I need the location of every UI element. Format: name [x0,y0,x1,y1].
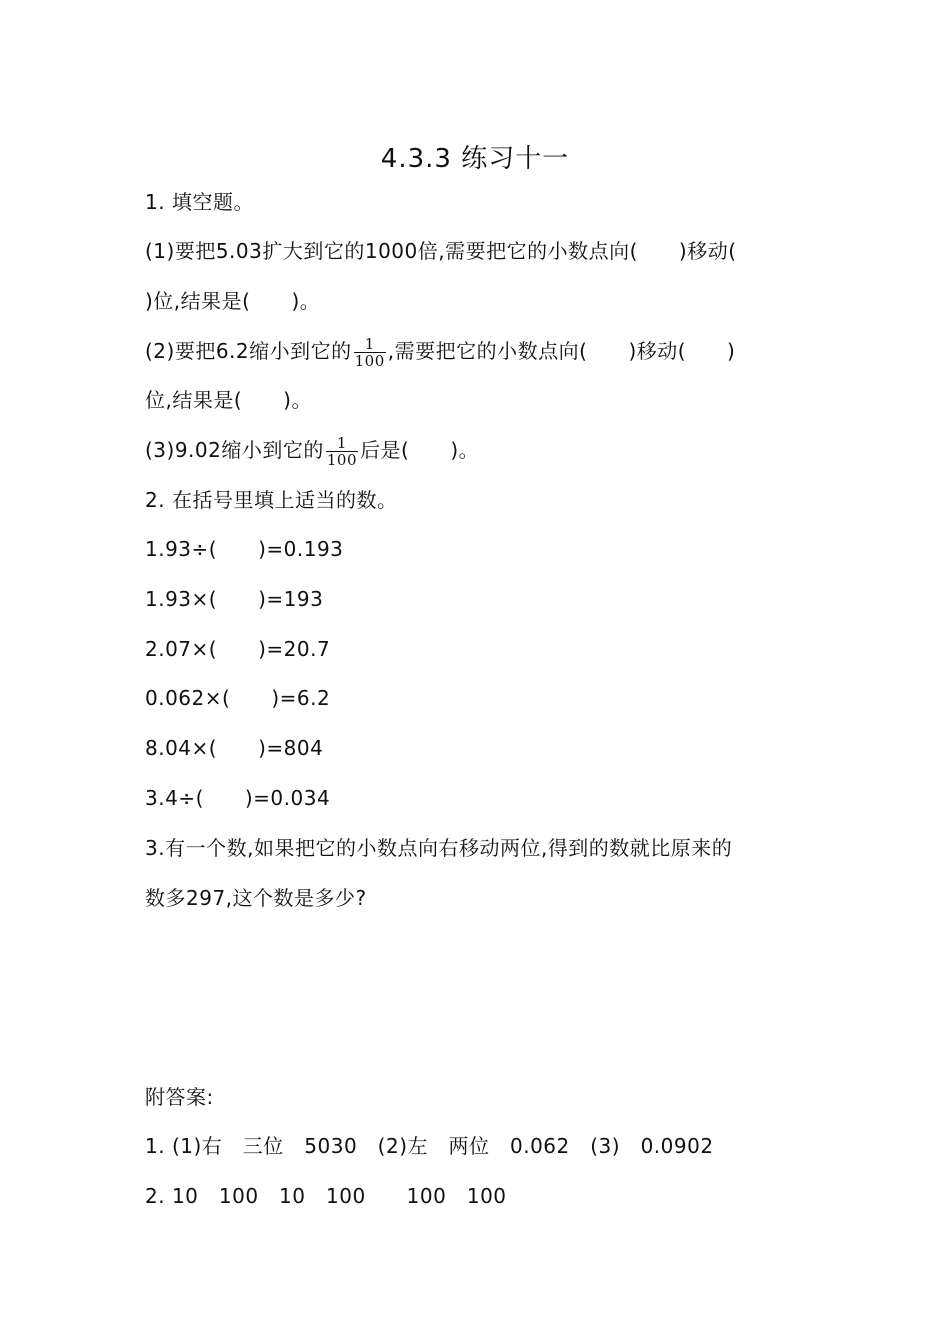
fraction-denominator: 100 [326,451,358,469]
fraction [354,336,386,369]
equation-item: 8.04×( )=804 [145,736,324,760]
question-1-2-text-after: ,需要把它的小数点向( )移动( ) [387,339,736,363]
fraction-denominator: 100 [354,352,385,370]
equation-item: 1.93×( )=193 [145,587,324,611]
question-1-3 [145,435,479,468]
section2-heading: 2. 在括号里填上适当的数。 [145,488,398,512]
equation-item: 3.4÷( )=0.034 [145,786,331,810]
fraction-numerator: 1 [336,434,347,452]
question-1-2-line-1 [145,336,735,369]
question-1-1-line-1: (1)要把5.03扩大到它的1000倍,需要把它的小数点向( )移动( [145,239,737,263]
question-1-1-line-2: )位,结果是( )。 [145,289,321,313]
fraction [326,435,358,468]
page-title: 4.3.3 练习十一 [380,144,570,174]
equation-item: 1.93÷( )=0.193 [145,537,344,561]
question-1-2-line-2: 位,结果是( )。 [145,388,312,412]
answers-heading: 附答案: [145,1085,214,1109]
answers-line-1: 1. (1)右 三位 5030 (2)左 两位 0.062 (3) 0.0902 [145,1134,714,1158]
section1-heading: 1. 填空题。 [145,190,254,214]
question-1-2-text-before: (2)要把6.2缩小到它的 [145,339,352,363]
fraction-numerator: 1 [364,335,375,353]
question-1-3-text-before: (3)9.02缩小到它的 [145,438,324,462]
equation-item: 0.062×( )=6.2 [145,686,331,710]
question-3-line-1: 3.有一个数,如果把它的小数点向右移动两位,得到的数就比原来的 [145,836,733,860]
answers-line-2: 2. 10 100 10 100 100 100 [145,1184,507,1208]
equation-item: 2.07×( )=20.7 [145,637,331,661]
question-1-3-text-after: 后是( )。 [360,438,480,462]
question-3-line-2: 数多297,这个数是多少? [145,886,367,910]
